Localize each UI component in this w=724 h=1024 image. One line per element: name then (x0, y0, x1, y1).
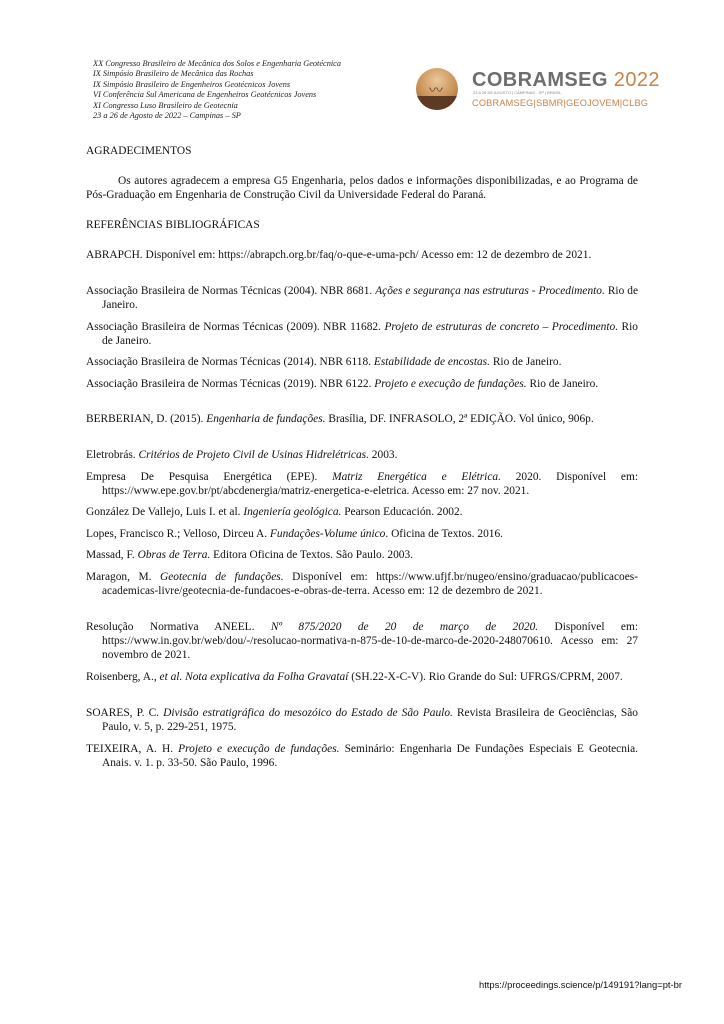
header-line: VI Conferência Sul Americana de Engenheiros Geotécnicos Jovens (93, 90, 317, 100)
reference-item: González De Vallejo, Luis I. et al. Ingeniería geológica. Pearson Educación. 2002. (86, 506, 463, 518)
reference-item: Associação Brasileira de Normas Técnicas (2004). NBR 8681. Ações e segurança nas estruturas - Procedimento. Rio de Janeiro. (86, 285, 638, 311)
reference-item: Associação Brasileira de Normas Técnicas (2019). NBR 6122. Projeto e execução de fundações. Rio de Janeiro. (86, 378, 599, 390)
header-line: XI Congresso Luso Brasileiro de Geotecnia (93, 100, 238, 110)
acknowledgements-heading: AGRADECIMENTOS (86, 145, 192, 157)
reference-item: Associação Brasileira de Normas Técnicas (2014). NBR 6118. Estabilidade de encostas. Rio de Janeiro. (86, 356, 562, 368)
reference-item: Maragon, M. Geotecnia de fundações. Disponível em: https://www.ufjf.br/nugeo/ensino/graduacao/publicacoes-academicas-livre/geotecnia-de-fundacoes-e-obras-de-terra. Acesso em: 12 de dezembro de 2021. (86, 571, 639, 597)
header-line: IX Simpósio Brasileiro de Mecânica das Rochas (93, 69, 254, 79)
header-line: XX Congresso Brasileiro de Mecânica dos Solos e Engenharia Geotécnica (93, 59, 342, 68)
reference-item: ABRAPCH. Disponível em: https://abrapch.org.br/faq/o-que-e-uma-pch/ Acesso em: 12 de dezembro de 2021. (86, 249, 592, 261)
reference-item: Lopes, Francisco R.; Velloso, Dirceu A. Fundações-Volume único. Oficina de Textos. 2016. (86, 528, 504, 540)
cobramseg-logo (416, 68, 666, 112)
reference-item: Eletrobrás. Critérios de Projeto Civil de Usinas Hidrelétricas. 2003. (86, 449, 398, 461)
reference-item: BERBERIAN, D. (2015). Engenharia de fundações. Brasília, DF. INFRASOLO, 2ª EDIÇÃO. Vol único, 906p. (86, 413, 594, 425)
logo-tagline: 23 A 26 DE AGOSTO | CAMPINAS - SP | BRASIL (473, 90, 562, 95)
reference-item: Massad, F. Obras de Terra. Editora Oficina de Textos. São Paulo. 2003. (86, 549, 414, 561)
logo-emblem-icon: 〰 (416, 68, 458, 110)
reference-item: SOARES, P. C. Divisão estratigráfica do mesozóico do Estado de São Paulo. Revista Brasileira de Geociências, São Paulo, v. 5, p. 229-251, 1975. (86, 707, 639, 733)
reference-item: Roisenberg, A., et al. Nota explicativa da Folha Gravataí (SH.22-X-C-V). Rio Grande do Sul: UFRGS/CPRM, 2007. (86, 671, 623, 683)
reference-item: Empresa De Pesquisa Energética (EPE). Matriz Energética e Elétrica. 2020. Disponível em: https://www.epe.gov.br/pt/abcdenergia/matriz-energetica-e-eletrica. Acesso em: 27 nov. 2021. (86, 471, 638, 497)
conference-header (93, 59, 341, 121)
logo-title: COBRAMSEG 2022 (472, 69, 660, 91)
footer-url-link[interactable]: https://proceedings.science/p/149191?lang=pt-br (478, 979, 682, 990)
header-line: 23 a 26 de Agosto de 2022 – Campinas – SP (93, 111, 241, 121)
reference-item: TEIXEIRA, A. H. Projeto e execução de fundações. Seminário: Engenharia De Fundações Especiais E Geotecnia. Anais. v. 1. p. 33-50. São Paulo, 1996. (86, 743, 638, 769)
logo-subtitle: COBRAMSEG|SBMR|GEOJOVEM|CLBG (472, 98, 649, 108)
reference-item: Associação Brasileira de Normas Técnicas (2009). NBR 11682. Projeto de estruturas de concreto – Procedimento. Rio de Janeiro. (86, 321, 638, 347)
acknowledgements-paragraph: Os autores agradecem a empresa G5 Engenharia, pelos dados e informações disponibilizadas, e ao Programa de Pós-Graduação em Engenharia de Construção Civil da Universidade Federal do Paraná. (86, 175, 638, 201)
references-heading: REFERÊNCIAS BIBLIOGRÁFICAS (86, 219, 260, 231)
reference-item: Resolução Normativa ANEEL. Nº 875/2020 de 20 de março de 2020. Disponível em: https://www.in.gov.br/web/dou/-/resolucao-normativa-n-875-de-10-de-marco-de-2020-248070610. Acesso em: 27 novembro de 2021. (86, 621, 638, 661)
header-line: IX Simpósio Brasileiro de Engenheiros Geotécnicos Jovens (93, 79, 291, 89)
